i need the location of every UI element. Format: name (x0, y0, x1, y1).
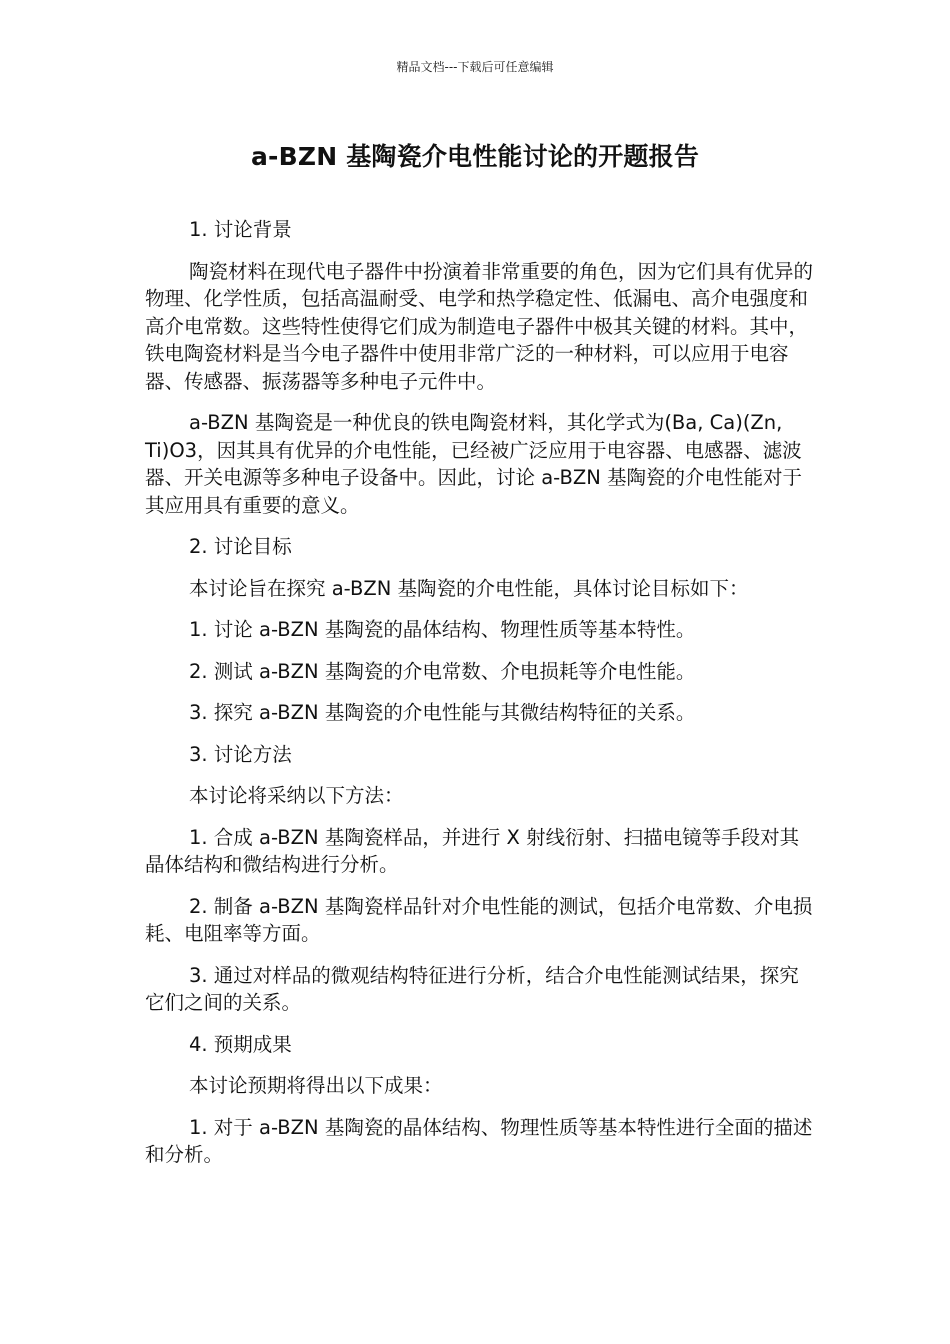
section-heading-background: 1. 讨论背景 (189, 218, 292, 241)
paragraph-methods-intro: 本讨论将采纳以下方法： (189, 784, 404, 807)
header-note: 精品文档---下载后可任意编辑 (396, 60, 554, 74)
method-item-2: 2. 制备 a-BZN 基陶瓷样品针对介电性能的测试，包括介电常数、介电损耗、电阻率等方面。 (145, 894, 813, 945)
document-body (145, 216, 813, 1183)
section-heading-goals: 2. 讨论目标 (189, 535, 292, 558)
paragraph-goals-intro: 本讨论旨在探究 a-BZN 基陶瓷的介电性能，具体讨论目标如下： (189, 576, 749, 600)
method-item-3: 3. 通过对样品的微观结构特征进行分析，结合介电性能测试结果，探究它们之间的关系。 (145, 963, 799, 1014)
goal-item-2: 2. 测试 a-BZN 基陶瓷的介电常数、介电损耗等介电性能。 (189, 659, 696, 683)
section-heading-methods: 3. 讨论方法 (189, 742, 292, 766)
section-heading-outcomes: 4. 预期成果 (189, 1032, 292, 1056)
goal-item-3: 3. 探究 a-BZN 基陶瓷的介电性能与其微结构特征的关系。 (189, 701, 696, 724)
outcome-item-1: 1. 对于 a-BZN 基陶瓷的晶体结构、物理性质等基本特性进行全面的描述和分析。 (145, 1115, 813, 1166)
document-title: a-BZN 基陶瓷介电性能讨论的开题报告 (250, 142, 700, 171)
paragraph-outcomes-intro: 本讨论预期将得出以下成果： (189, 1074, 443, 1097)
method-item-1: 1. 合成 a-BZN 基陶瓷样品，并进行 X 射线衍射、扫描电镜等手段对其晶体结构和微结构进行分析。 (145, 825, 800, 876)
paragraph-background-2: a-BZN 基陶瓷是一种优良的铁电陶瓷材料，其化学式为(Ba, Ca)(Zn, Ti)O3，因其具有优异的介电性能，已经被广泛应用于电容器、电感器、滤波器、开关电源等多种电子设备中。因此，讨论 a-BZN 基陶瓷的介电性能对于其应用具有重要的意义。 (145, 411, 803, 517)
paragraph-background-1: 陶瓷材料在现代电子器件中扮演着非常重要的角色，因为它们具有优异的物理、化学性质，包括高温耐受、电学和热学稳定性、低漏电、高介电强度和高介电常数。这些特性使得它们成为制造电子器件中极其关键的材料。其中，铁电陶瓷材料是当今电子器件中使用非常广泛的一种材料，可以应用于电容器、传感器、振荡器等多种电子元件中。 (145, 259, 814, 393)
goal-item-1: 1. 讨论 a-BZN 基陶瓷的晶体结构、物理性质等基本特性。 (189, 618, 696, 641)
